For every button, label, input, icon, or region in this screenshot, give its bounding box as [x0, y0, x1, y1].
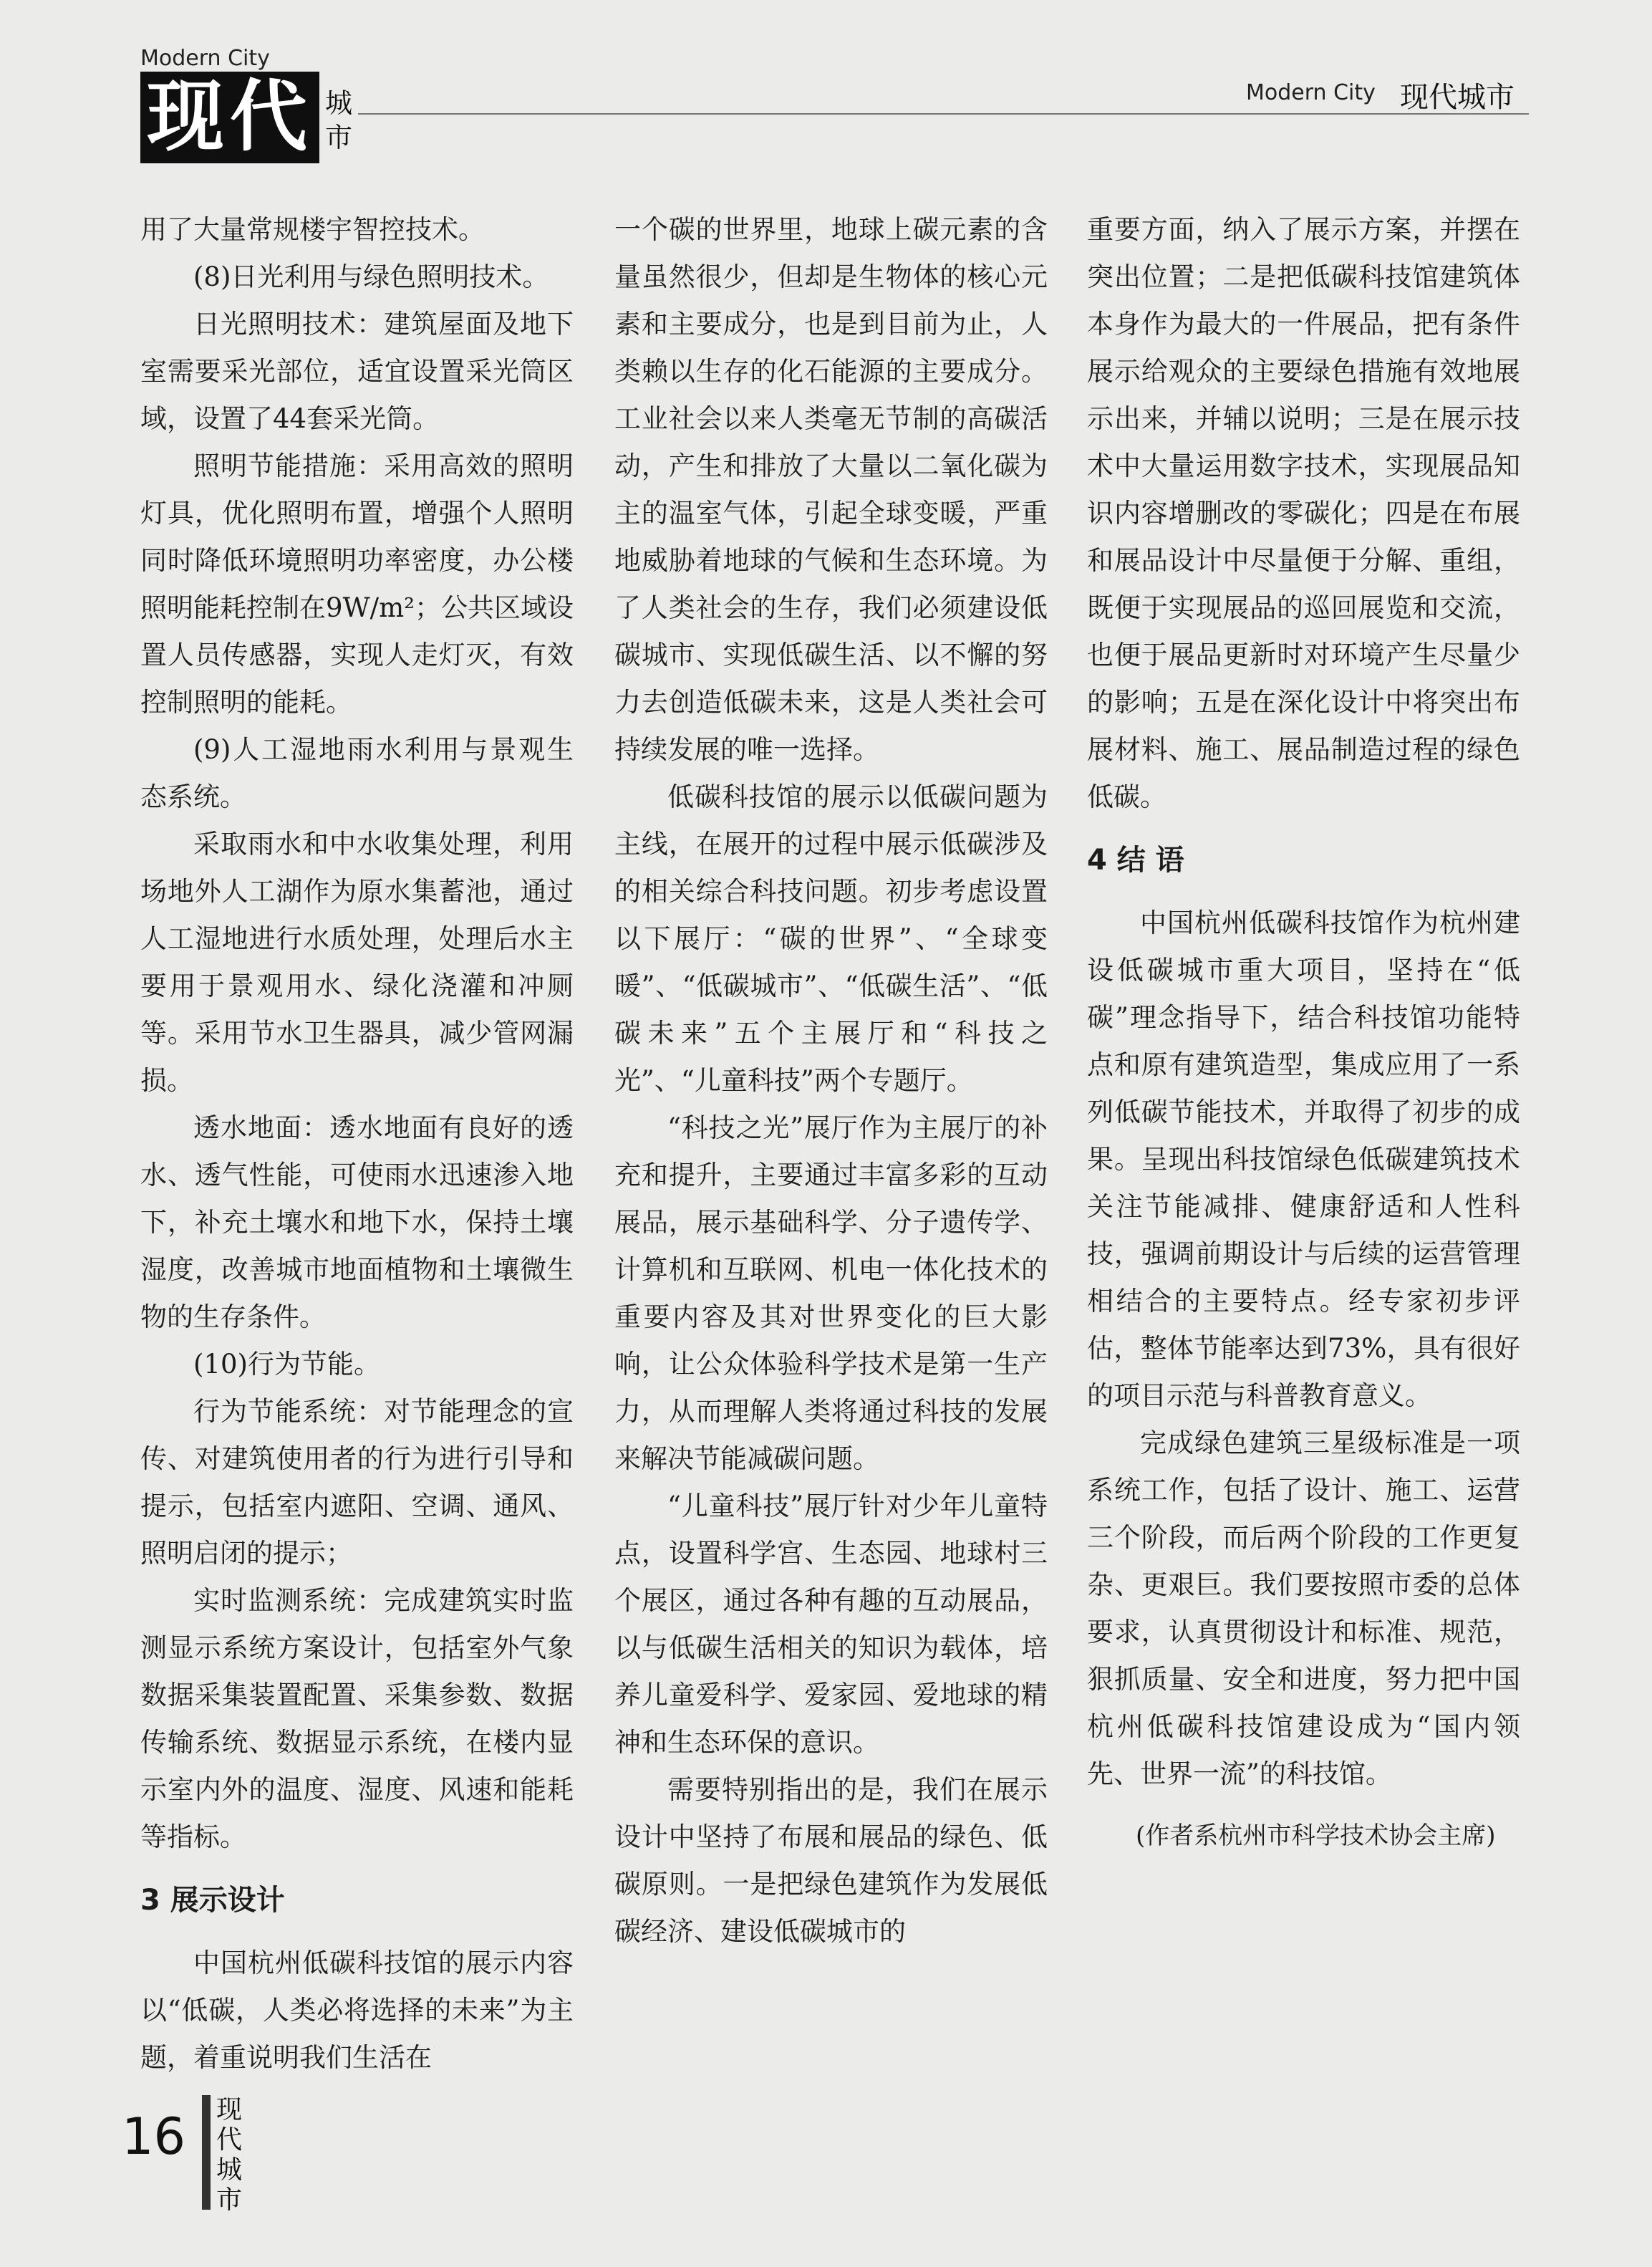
section-heading: 3 展示设计 — [140, 1884, 285, 1917]
paragraph: 低碳科技馆的展示以低碳问题为主线，在展开的过程中展示低碳涉及的相关综合科技问题。初步考虑设置以下展厅：“碳的世界”、“全球变暖”、“低碳城市”、“低碳生活”、“低碳未来”五个主展厅和“科技之光”、“儿童科技”两个专题厅。 — [614, 781, 1048, 1096]
paragraph: 需要特别指出的是，我们在展示设计中坚持了布展和展品的绿色、低碳原则。一是把绿色建筑作为发展低碳经济、建设低碳城市的 — [614, 1774, 1048, 1947]
section-heading: 4 结 语 — [1087, 844, 1184, 877]
paragraph: 照明节能措施：采用高效的照明灯具，优化照明布置，增强个人照明同时降低环境照明功率密度，办公楼照明能耗控制在9W/m²；公共区域设置人员传感器，实现人走灯灭，有效控制照明的能耗。 — [140, 451, 574, 718]
footer-bar — [202, 2095, 211, 2210]
paragraph: (8)日光利用与绿色照明技术。 — [193, 261, 549, 292]
header-right-chinese-title: 现代城市 — [1400, 81, 1515, 114]
paragraph: “儿童科技”展厅针对少年儿童特点，设置科学宫、生态园、地球村三个展区，通过各种有趣的互动展品，以与低碳生活相关的知识为载体，培养儿童爱科学、爱家园、爱地球的精神和生态环保的意识。 — [614, 1491, 1048, 1758]
paragraph: 重要方面，纳入了展示方案，并摆在突出位置；二是把低碳科技馆建筑体本身作为最大的一件展品，把有条件展示给观众的主要绿色措施有效地展示出来，并辅以说明；三是在展示技术中大量运用数字技术，实现展品知识内容增删改的零碳化；四是在布展和展品设计中尽量便于分解、重组，既便于实现展品的巡回展览和交流，也便于展品更新时对环境产生尽量少的影响；五是在深化设计中将突出布展材料、施工、展品制造过程的绿色低碳。 — [1087, 214, 1520, 812]
paragraph: 中国杭州低碳科技馆的展示内容以“低碳，人类必将选择的未来”为主题，着重说明我们生活在 — [140, 1948, 574, 2073]
header-left-english-title: Modern City — [140, 46, 270, 71]
header-right-english-title: Modern City — [1246, 80, 1376, 105]
author-note: (作者系杭州市科学技术协会主席) — [1136, 1821, 1496, 1850]
paragraph: 采取雨水和中水收集处理，利用场地外人工湖作为原水集蓄池，通过人工湿地进行水质处理，处理后水主要用于景观用水、绿化浇灌和冲厕等。采用节水卫生器具，减少管网漏损。 — [140, 829, 574, 1096]
paragraph: 行为节能系统：对节能理念的宣传、对建筑使用者的行为进行引导和提示，包括室内遮阳、空调、通风、照明启闭的提示； — [140, 1396, 574, 1569]
header-logo-small-text: 城市 — [325, 87, 353, 153]
paragraph: 实时监测系统：完成建筑实时监测显示系统方案设计，包括室外气象数据采集装置配置、采集参数、数据传输系统、数据显示系统，在楼内显示室内外的温度、湿度、风速和能耗等指标。 — [140, 1585, 574, 1852]
paragraph: 透水地面：透水地面有良好的透水、透气性能，可使雨水迅速渗入地下，补充土壤水和地下水，保持土壤湿度，改善城市地面植物和土壤微生物的生存条件。 — [140, 1112, 574, 1332]
footer-magazine-label: 现代城市 — [216, 2095, 243, 2215]
text-column-3 — [1087, 206, 1520, 1859]
header-logo-block: 现代 — [140, 72, 319, 163]
paragraph: “科技之光”展厅作为主展厅的补充和提升，主要通过丰富多彩的互动展品，展示基础科学、分子遗传学、计算机和互联网、机电一体化技术的重要内容及其对世界变化的巨大影响，让公众体验科学技术是第一生产力，从而理解人类将通过科技的发展来解决节能减碳问题。 — [614, 1112, 1048, 1474]
paragraph: (9)人工湿地雨水利用与景观生态系统。 — [140, 734, 574, 812]
paragraph: 中国杭州低碳科技馆作为杭州建设低碳城市重大项目，坚持在“低碳”理念指导下，结合科技馆功能特点和原有建筑造型，集成应用了一系列低碳节能技术，并取得了初步的成果。呈现出科技馆绿色低碳建筑技术关注节能减排、健康舒适和人性科技，强调前期设计与后续的运营管理相结合的主要特点。经专家初步评估，整体节能率达到73%，具有很好的项目示范与科普教育意义。 — [1087, 908, 1520, 1411]
page-number: 16 — [122, 2107, 186, 2166]
paragraph: 用了大量常规楼宇智控技术。 — [140, 214, 485, 245]
header-rule — [358, 113, 1529, 115]
paragraph: 日光照明技术：建筑屋面及地下室需要采光部位，适宜设置采光筒区域，设置了44套采光筒。 — [140, 309, 574, 434]
paragraph: 一个碳的世界里，地球上碳元素的含量虽然很少，但却是生物体的核心元素和主要成分，也是到目前为止，人类赖以生存的化石能源的主要成分。工业社会以来人类毫无节制的高碳活动，产生和排放了大量以二氧化碳为主的温室气体，引起全球变暖，严重地威胁着地球的气候和生态环境。为了人类社会的生存，我们必须建设低碳城市、实现低碳生活、以不懈的努力去创造低碳未来，这是人类社会可持续发展的唯一选择。 — [614, 214, 1048, 765]
paragraph: 完成绿色建筑三星级标准是一项系统工作，包括了设计、施工、运营三个阶段，而后两个阶段的工作更复杂、更艰巨。我们要按照市委的总体要求，认真贯彻设计和标准、规范，狠抓质量、安全和进度，努力把中国杭州低碳科技馆建设成为“国内领先、世界一流”的科技馆。 — [1087, 1428, 1520, 1789]
paragraph: (10)行为节能。 — [193, 1349, 380, 1380]
text-column-2 — [614, 206, 1048, 1955]
text-column-1 — [140, 206, 574, 2081]
